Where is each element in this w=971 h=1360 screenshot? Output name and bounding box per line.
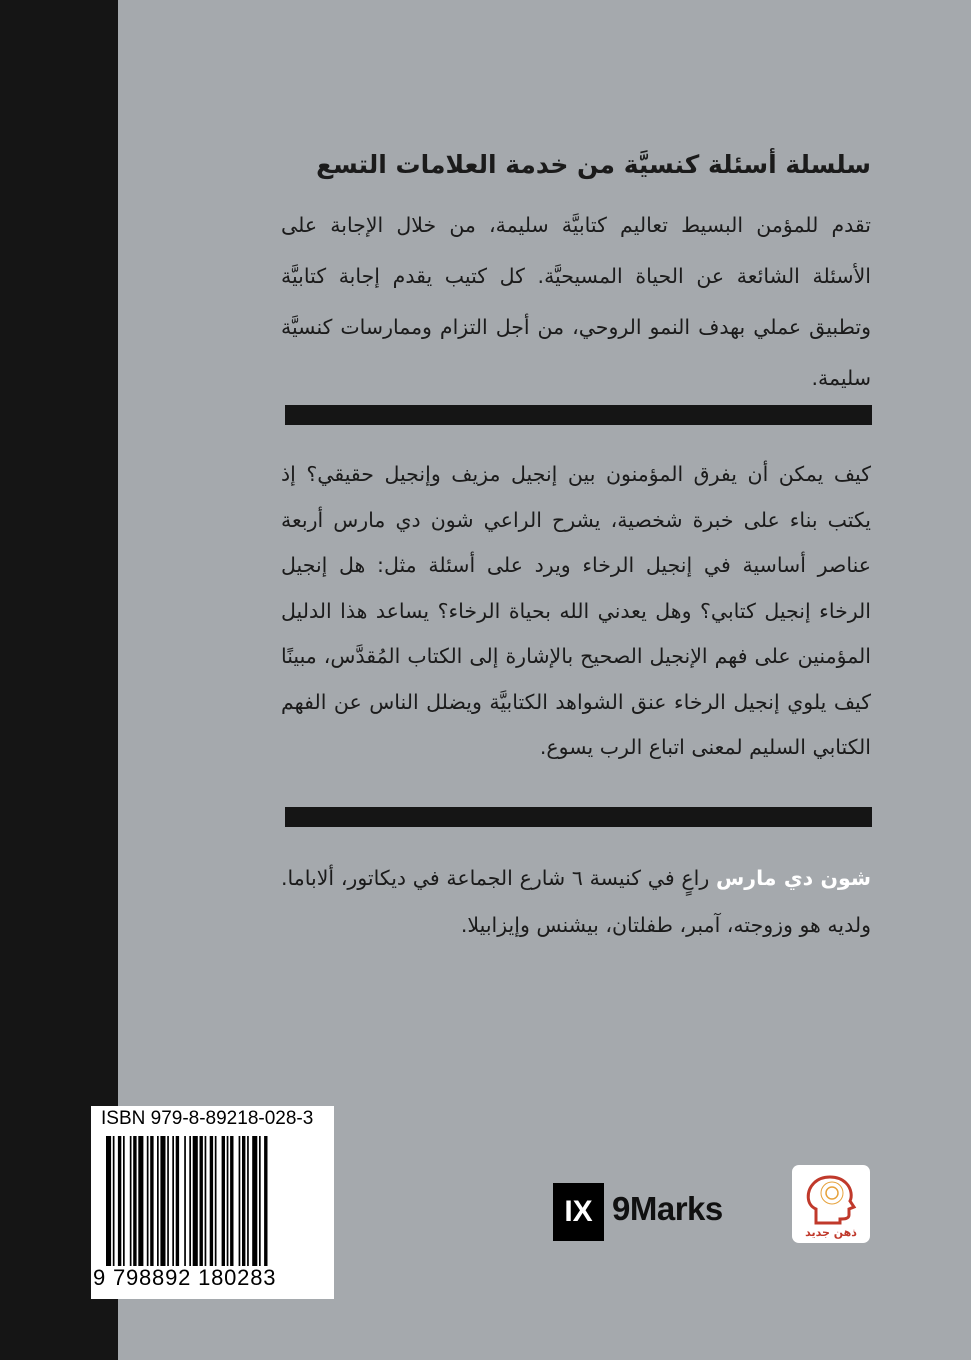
isbn-label: ISBN 979-8-89218-028-3 — [101, 1108, 314, 1129]
publisher-name: 9Marks — [612, 1190, 723, 1227]
author-bio-text: راعٍ في كنيسة ٦ شارع الجماعة في ديكاتور، ألاباما. ولديه هو وزوجته، آمبر، طفلتان، بيشنس وإيزابيلا. — [281, 866, 871, 937]
series-title: سلسلة أسئلة كنسيَّة من خدمة العلامات التسع — [316, 150, 871, 179]
barcode-digits: 9 798892 180283 — [93, 1265, 277, 1290]
author-name: شون دي مارس — [715, 866, 871, 890]
book-description: كيف يمكن أن يفرق المؤمنون بين إنجيل مزيف وإنجيل حقيقي؟ إذ يكتب بناء على خبرة شخصية، يشرح الراعي شون دي مارس أربعة عناصر أساسية في إنجيل الرخاء ويرد على أسئلة مثل: هل إنجيل الرخاء إنجيل كتابي؟ وهل يعدني الله بحياة الرخاء؟ يساعد هذا الدليل المؤمنين على فهم الإنجيل الصحيح بالإشارة إلى الكتاب المُقدَّس، مبينًا كيف يلوي إنجيل الرخاء عنق الشواهد الكتابيَّة ويضلل الناس عن الفهم الكتابي السليم لمعنى اتباع الرب يسوع. — [281, 462, 871, 759]
partner-logo-text: ذهن جديد — [805, 1226, 857, 1239]
series-description: تقدم للمؤمن البسيط تعاليم كتابيَّة سليمة، من خلال الإجابة على الأسئلة الشائعة عن الحياة المسيحيَّة. كل كتيب يقدم إجابة كتابيَّة وتطبيق عملي بهدف النمو الروحي، من أجل التزام وممارسات كنسيَّة سليمة. — [281, 213, 871, 390]
head-profile-icon — [792, 1169, 870, 1229]
divider-bar — [285, 405, 872, 425]
author-bio — [281, 855, 871, 949]
partner-logo — [792, 1165, 870, 1243]
barcode-icon — [106, 1136, 320, 1266]
9marks-logo-mark: IX — [553, 1183, 604, 1241]
barcode-block — [91, 1106, 334, 1299]
divider-bar — [285, 807, 872, 827]
